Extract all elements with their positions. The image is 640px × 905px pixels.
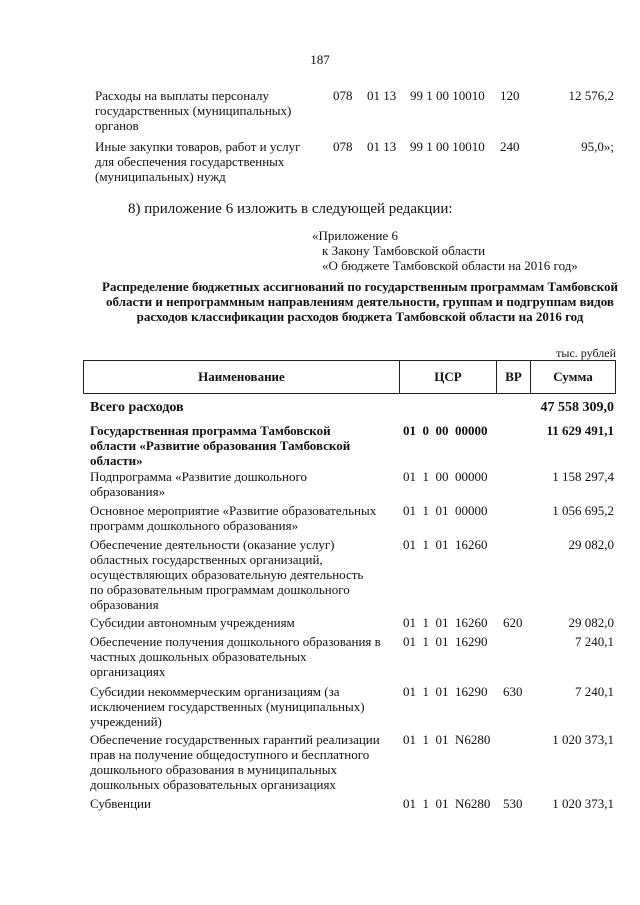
row-sum: 29 082,0: [568, 615, 614, 630]
row-name: Расходы на выплаты персоналу государственных (муниципальных) органов: [95, 88, 292, 133]
header-name: Наименование: [198, 369, 285, 384]
row-name: Обеспечение государственных гарантий реализации прав на получение общедоступного и бесплатного дошкольного образования в муниципальных дошкольных образовательных организациях: [90, 732, 380, 792]
row-sum: 1 056 695,2: [552, 503, 614, 518]
appendix-line-3: «О бюджете Тамбовской области на 2016 год»: [322, 258, 578, 273]
row-sum: 7 240,1: [575, 634, 614, 649]
header-csr: ЦСР: [434, 369, 462, 384]
row-name: Обеспечение получения дошкольного образования в частных дошкольных образовательных организациях: [90, 634, 381, 679]
row-csr: 01 1 01 00000: [403, 503, 488, 518]
row-sum: 1 020 373,1: [552, 796, 614, 811]
row-csr: 01 1 01 16260: [403, 537, 488, 552]
row-code-ministry: 078: [333, 139, 353, 154]
row-csr: 01 0 00 00000: [403, 423, 488, 438]
row-csr: 01 1 01 16290: [403, 684, 488, 699]
row-sum: 1 020 373,1: [552, 732, 614, 747]
row-name: Подпрограмма «Развитие дошкольного образования»: [90, 469, 307, 499]
row-code-ministry: 078: [333, 88, 353, 103]
document-title: Распределение бюджетных ассигнований по государственным программам Тамбовской области и непрограммным направлениям деятельности, группам и подгруппам видов расходов классификации расходов бюджета Тамбовской области на 2016 год: [102, 279, 618, 324]
appendix-line-1: «Приложение 6: [312, 228, 399, 243]
row-name: Иные закупки товаров, работ и услуг для обеспечения государственных (муниципальных) нужд: [95, 139, 301, 184]
row-name: Субвенции: [90, 796, 151, 811]
row-vr: 630: [503, 684, 523, 699]
row-sum: 12 576,2: [568, 88, 614, 103]
row-code-target: 99 1 00 10010: [410, 139, 485, 154]
row-csr: 01 1 01 16260: [403, 615, 488, 630]
amendment-item: 8) приложение 6 изложить в следующей редакции:: [128, 201, 453, 217]
row-csr: 01 1 01 N6280: [403, 796, 491, 811]
table-row: [0, 139, 640, 199]
row-sum: 95,0»;: [581, 139, 614, 154]
row-name: Субсидии автономным учреждениям: [90, 615, 295, 630]
row-sum: 1 158 297,4: [552, 469, 614, 484]
row-csr: 01 1 01 16290: [403, 634, 488, 649]
row-vr: 620: [503, 615, 523, 630]
table-header: [83, 360, 616, 394]
row-code-type: 240: [500, 139, 520, 154]
row-sum: 7 240,1: [575, 684, 614, 699]
units-label: тыс. рублей: [556, 346, 616, 360]
row-code-type: 120: [500, 88, 520, 103]
row-name: Государственная программа Тамбовской области «Развитие образования Тамбовской области»: [90, 423, 351, 468]
row-name: Обеспечение деятельности (оказание услуг) областных государственных организаций, осуществляющих образовательную деятельность по образовательным программам дошкольного образования: [90, 537, 364, 612]
row-name: Основное мероприятие «Развитие образовательных программ дошкольного образования»: [90, 503, 377, 533]
row-name: Всего расходов: [90, 400, 184, 415]
row-sum: 47 558 309,0: [540, 400, 614, 415]
row-sum: 29 082,0: [568, 537, 614, 552]
row-sum: 11 629 491,1: [546, 423, 614, 438]
row-code-section: 01 13: [367, 139, 397, 154]
header-sum: Сумма: [553, 369, 593, 384]
row-code-section: 01 13: [367, 88, 397, 103]
row-csr: 01 1 01 N6280: [403, 732, 491, 747]
header-vr: ВР: [505, 369, 522, 384]
row-csr: 01 1 00 00000: [403, 469, 488, 484]
appendix-line-2: к Закону Тамбовской области: [322, 243, 486, 258]
page-number: 187: [310, 52, 330, 67]
row-vr: 530: [503, 796, 523, 811]
row-code-target: 99 1 00 10010: [410, 88, 485, 103]
row-name: Субсидии некоммерческим организациям (за исключением государственных (муниципальных) учреждений): [90, 684, 365, 729]
